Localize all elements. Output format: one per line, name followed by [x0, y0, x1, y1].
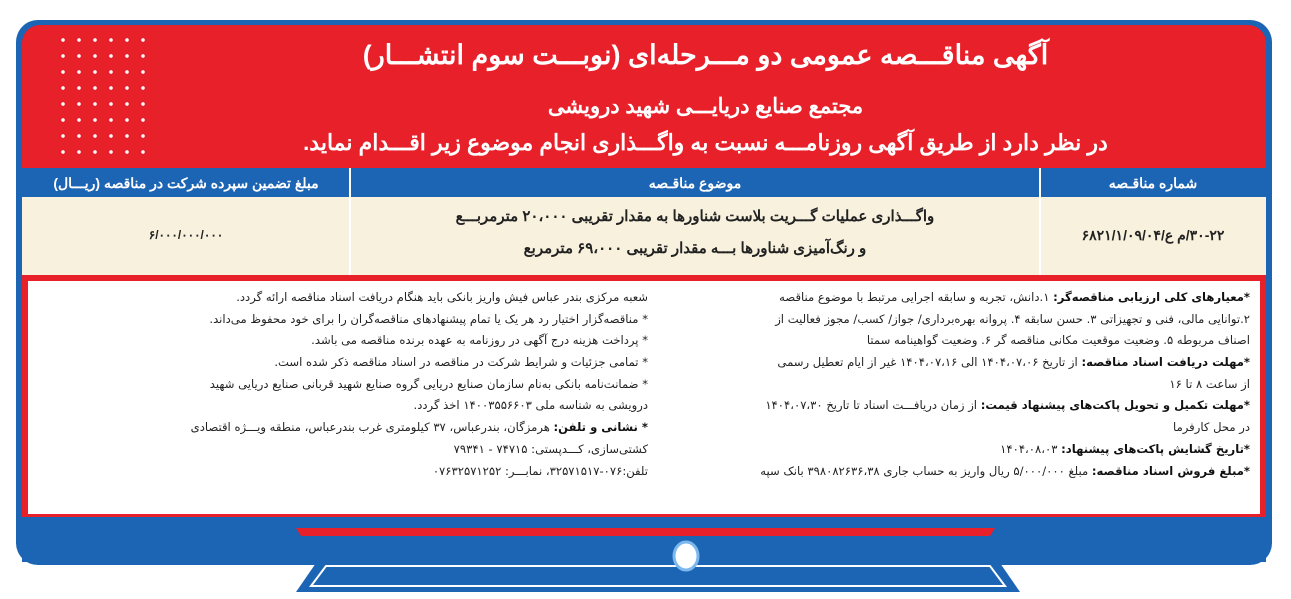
detail-line: [660, 461, 1250, 483]
detail-text: ۱۴۰۴،۰۸،۰۳: [1000, 441, 1062, 456]
detail-line: [38, 417, 648, 439]
detail-line: [660, 374, 1250, 396]
header-tender-subject: موضوع مناقـصه: [648, 175, 742, 191]
detail-line: [38, 330, 648, 352]
details-left-column: [38, 287, 648, 482]
detail-label: *معیارهای کلی ارزیابی مناقصه‌گر:: [1053, 290, 1250, 304]
detail-text: از ساعت ۸ تا ۱۶: [1169, 376, 1250, 391]
ad-title: آگهی مناقـــصه عمومی دو مـــرحله‌ای (نوبـــت سوم انتشـــار): [362, 40, 1049, 70]
detail-line: [38, 352, 648, 374]
detail-line: [38, 395, 648, 417]
detail-line: [660, 352, 1250, 374]
intro-text: در نظر دارد از طریق آگهی روزنامـــه نسبت به واگـــذاری انجام موضوع زیر اقـــدام نماید.: [303, 130, 1108, 155]
detail-text: کشتی‌سازی، کـــدپستی: ۷۴۷۱۵ - ۷۹۳۴۱: [453, 441, 648, 456]
detail-text: * تمامی جزئیات و شرایط شرکت در مناقصه در اسناد مناقصه ذکر شده است.: [274, 355, 648, 370]
detail-text: از زمان دریافـــت اسناد تا تاریخ ۱۴۰۴،۰۷،۳۰: [765, 398, 981, 413]
detail-line: [38, 374, 648, 396]
detail-line: [660, 439, 1250, 461]
detail-text: مبلغ ۵/۰۰۰/۰۰۰ ریال واریز به حساب جاری ۳۹۸۰۸۲۶۳۶،۳۸ بانک سپه: [760, 463, 1092, 478]
detail-line: [38, 309, 648, 331]
detail-text: ۲.توانایی مالی، فنی و تجهیزاتی ۳. حسن سابقه ۴. پروانه بهره‌برداری/ جواز/ کسب/ مجوز فعالیت از: [775, 311, 1250, 326]
tender-subject-line1: واگـــذاری عملیات گـــریت بلاست شناورها به مقدار تقریبی ۲۰،۰۰۰ مترمربـــع: [455, 208, 935, 225]
detail-text: در محل کارفرما: [1173, 420, 1250, 435]
detail-line: [38, 461, 648, 483]
detail-line: [660, 287, 1250, 309]
detail-line: [660, 395, 1250, 417]
dot-pattern: [55, 32, 155, 160]
detail-line: [660, 309, 1250, 331]
bottom-red-stripe: [296, 528, 995, 536]
detail-label: *مبلغ فروش اسناد مناقصه:: [1091, 463, 1250, 478]
detail-text: ۱.دانش، تجربه و سابقه اجرایی مرتبط با موضوع مناقصه: [779, 290, 1054, 304]
tender-subject-line2: و رنگ‌آمیزی شناورها بـــه مقدار تقریبی ۶۹،۰۰۰ مترمربع: [523, 240, 867, 257]
detail-label: *تاریخ گشایش پاکت‌های پیشنهاد:: [1061, 441, 1250, 456]
detail-text: شعبه مرکزی بندر عباس فیش واریز بانکی باید هنگام دریافت اسناد مناقصه ارائه گردد.: [236, 290, 648, 304]
tender-number: ۳۰-۲۲/م ع/۶۸۲۱/۱/۰۹/۰۴: [1081, 227, 1225, 243]
detail-label: * نشانی و تلفن:: [553, 420, 648, 435]
header-deposit: مبلغ تضمین سپرده شرکت در مناقصه (ریـــال): [53, 175, 319, 191]
detail-text: درویشی به شناسه ملی ۱۴۰۰۳۵۵۶۶۰۳ اخذ گردد.: [413, 398, 648, 413]
detail-text: هرمزگان، بندرعباس، ۳۷ کیلومتری غرب بندرعباس، منطقه ویـــژه اقتصادی: [190, 420, 554, 435]
detail-text: * پرداخت هزینه درج آگهی در روزنامه به عهده برنده مناقصه می باشد.: [311, 333, 648, 348]
organization-name: مجتمع صنایع دریایـــی شهید درویشی: [547, 95, 864, 118]
circle-ornament: [674, 542, 698, 570]
detail-text: * مناقصه‌گزار اختیار رد هر یک یا تمام پیشنهادهای مناقصه‌گران را برای خود محفوظ می‌داند.: [209, 311, 648, 326]
detail-text: اصناف مربوطه ۵. وضعیت موقعیت مکانی مناقصه گر ۶. وضعیت گواهینامه سمتا: [866, 333, 1250, 348]
detail-line: [660, 417, 1250, 439]
detail-text: * ضمانت‌نامه بانکی به‌نام سازمان صنایع دریایی گروه صنایع شهید قربانی صنایع دریایی شهید: [209, 376, 648, 391]
detail-line: [38, 287, 648, 309]
bottom-trapezoid: [296, 563, 1020, 592]
detail-label: *مهلت دریافت اسناد مناقصه:: [1081, 355, 1250, 370]
details-right-column: [660, 287, 1250, 482]
detail-label: *مهلت تکمیل و تحویل پاکت‌های پیشنهاد قیمت:: [980, 398, 1250, 413]
detail-line: [660, 330, 1250, 352]
detail-text: از تاریخ ۱۴۰۴،۰۷،۰۶ الی ۱۴۰۴،۰۷،۱۶ غیر از ایام تعطیل رسمی: [777, 355, 1082, 370]
detail-line: [38, 439, 648, 461]
detail-text: تلفن:۰۷۶-۳۲۵۷۱۵۱۷، نمابـــر: ۰۷۶۳۲۵۷۱۲۵۲: [432, 463, 648, 478]
header-tender-number: شماره مناقـصه: [1108, 175, 1198, 191]
deposit-amount: ۶/۰۰۰/۰۰۰/۰۰۰: [148, 228, 224, 242]
